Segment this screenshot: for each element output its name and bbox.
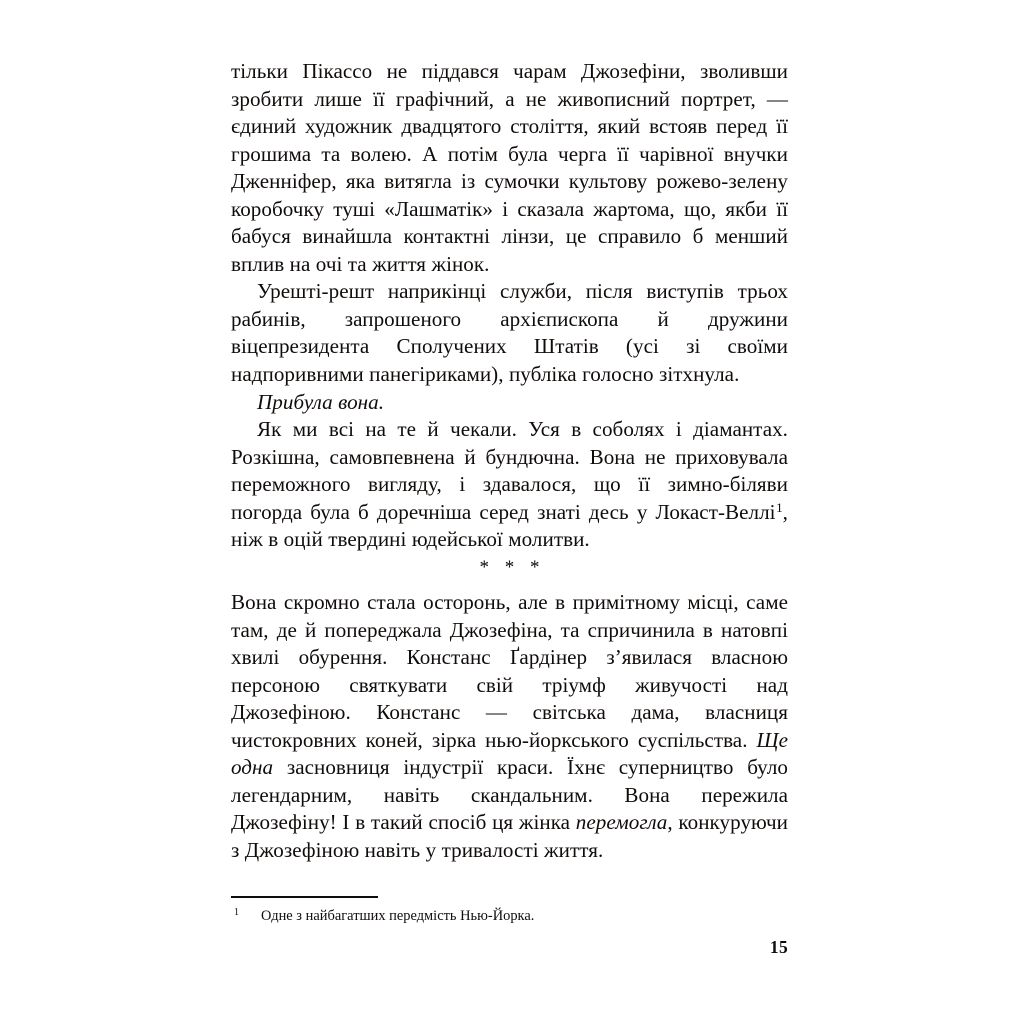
footnote-text: Одне з найбагатших передмість Нью-Йорка.	[261, 907, 535, 924]
paragraph-vona-skromno-text-e: , конкуруючи з Джозефіною навіть у тривалості життя.	[231, 810, 788, 862]
footnote-marker: 1	[234, 907, 240, 919]
paragraph-vona-skromno-emph-1: Ще одна	[231, 727, 788, 780]
paragraph-ureshti-text: Урешті-решт наприкінці служби, після виступів трьох рабинів, запрошеного архієпископа й дружини віцепрезидента Сполучених Штатів (усі зі своїми надпоривними панегіриками), публіка голосно зітхнула.	[231, 279, 788, 387]
main-text-block	[231, 58, 788, 554]
footnote-separator-rule	[231, 896, 378, 898]
paragraph-continued	[231, 58, 788, 278]
paragraph-prybula	[231, 389, 788, 417]
page-number: 15	[769, 937, 788, 957]
paragraph-yak-my	[231, 416, 788, 554]
footnote-area	[231, 896, 788, 926]
paragraph-ureshti	[231, 278, 788, 388]
paragraph-prybula-text: Прибула вона.	[257, 389, 385, 414]
footnote-reference-1[interactable]: 1	[776, 499, 783, 515]
secondary-text-block	[231, 589, 788, 864]
section-break-ornament: * * *	[479, 557, 545, 578]
paragraph-vona-skromno-text-a: Вона скромно стала осторонь, але в примітному місці, саме там, де й попереджала Джозефіна, та спричинила в натовпі хвилі обурення. Констанс Ґардінер з’явилася власною персоною святкувати свій тріумф живучості над Джозефіною. Констанс — світська дама, власниця чистокровних коней, зірка нью-йоркського суспільства.	[231, 590, 788, 752]
paragraph-vona-skromno-text-c: засновниця індустрії краси. Їхнє суперництво було легендарним, навіть скандальним. Вона пережила Джозефіну! І в такий спосіб ця жінка	[231, 755, 788, 835]
paragraph-continued-text: тільки Пікассо не піддався чарам Джозефіни, зволивши зробити лише її графічний, а не живописний портрет, — єдиний художник двадцятого століття, який встояв перед її грошима та волею. А потім була черга її чарівної внучки Дженніфер, яка витягла із сумочки культову рожево-зелену коробочку туші «Лашматік» і сказала жартома, що, якби її бабуся винайшла контактні лінзи, це справило б менший вплив на очі та життя жінок.	[231, 59, 788, 276]
footnote-item	[231, 907, 788, 926]
paragraph-yak-my-text-a: Як ми всі на те й чекали. Уся в соболях і діамантах. Розкішна, самовпевнена й бундючна. Вона не приховувала переможного вигляду, і здавалося, що її зимно-біляви погорда була б доречніша серед знаті десь у Локаст-Веллі	[231, 417, 788, 524]
paragraph-yak-my-text-b: , ніж в оцій твердині юдейської молитви.	[231, 499, 788, 552]
paragraph-vona-skromno	[231, 589, 788, 864]
paragraph-vona-skromno-emph-2: перемогла	[575, 810, 668, 835]
